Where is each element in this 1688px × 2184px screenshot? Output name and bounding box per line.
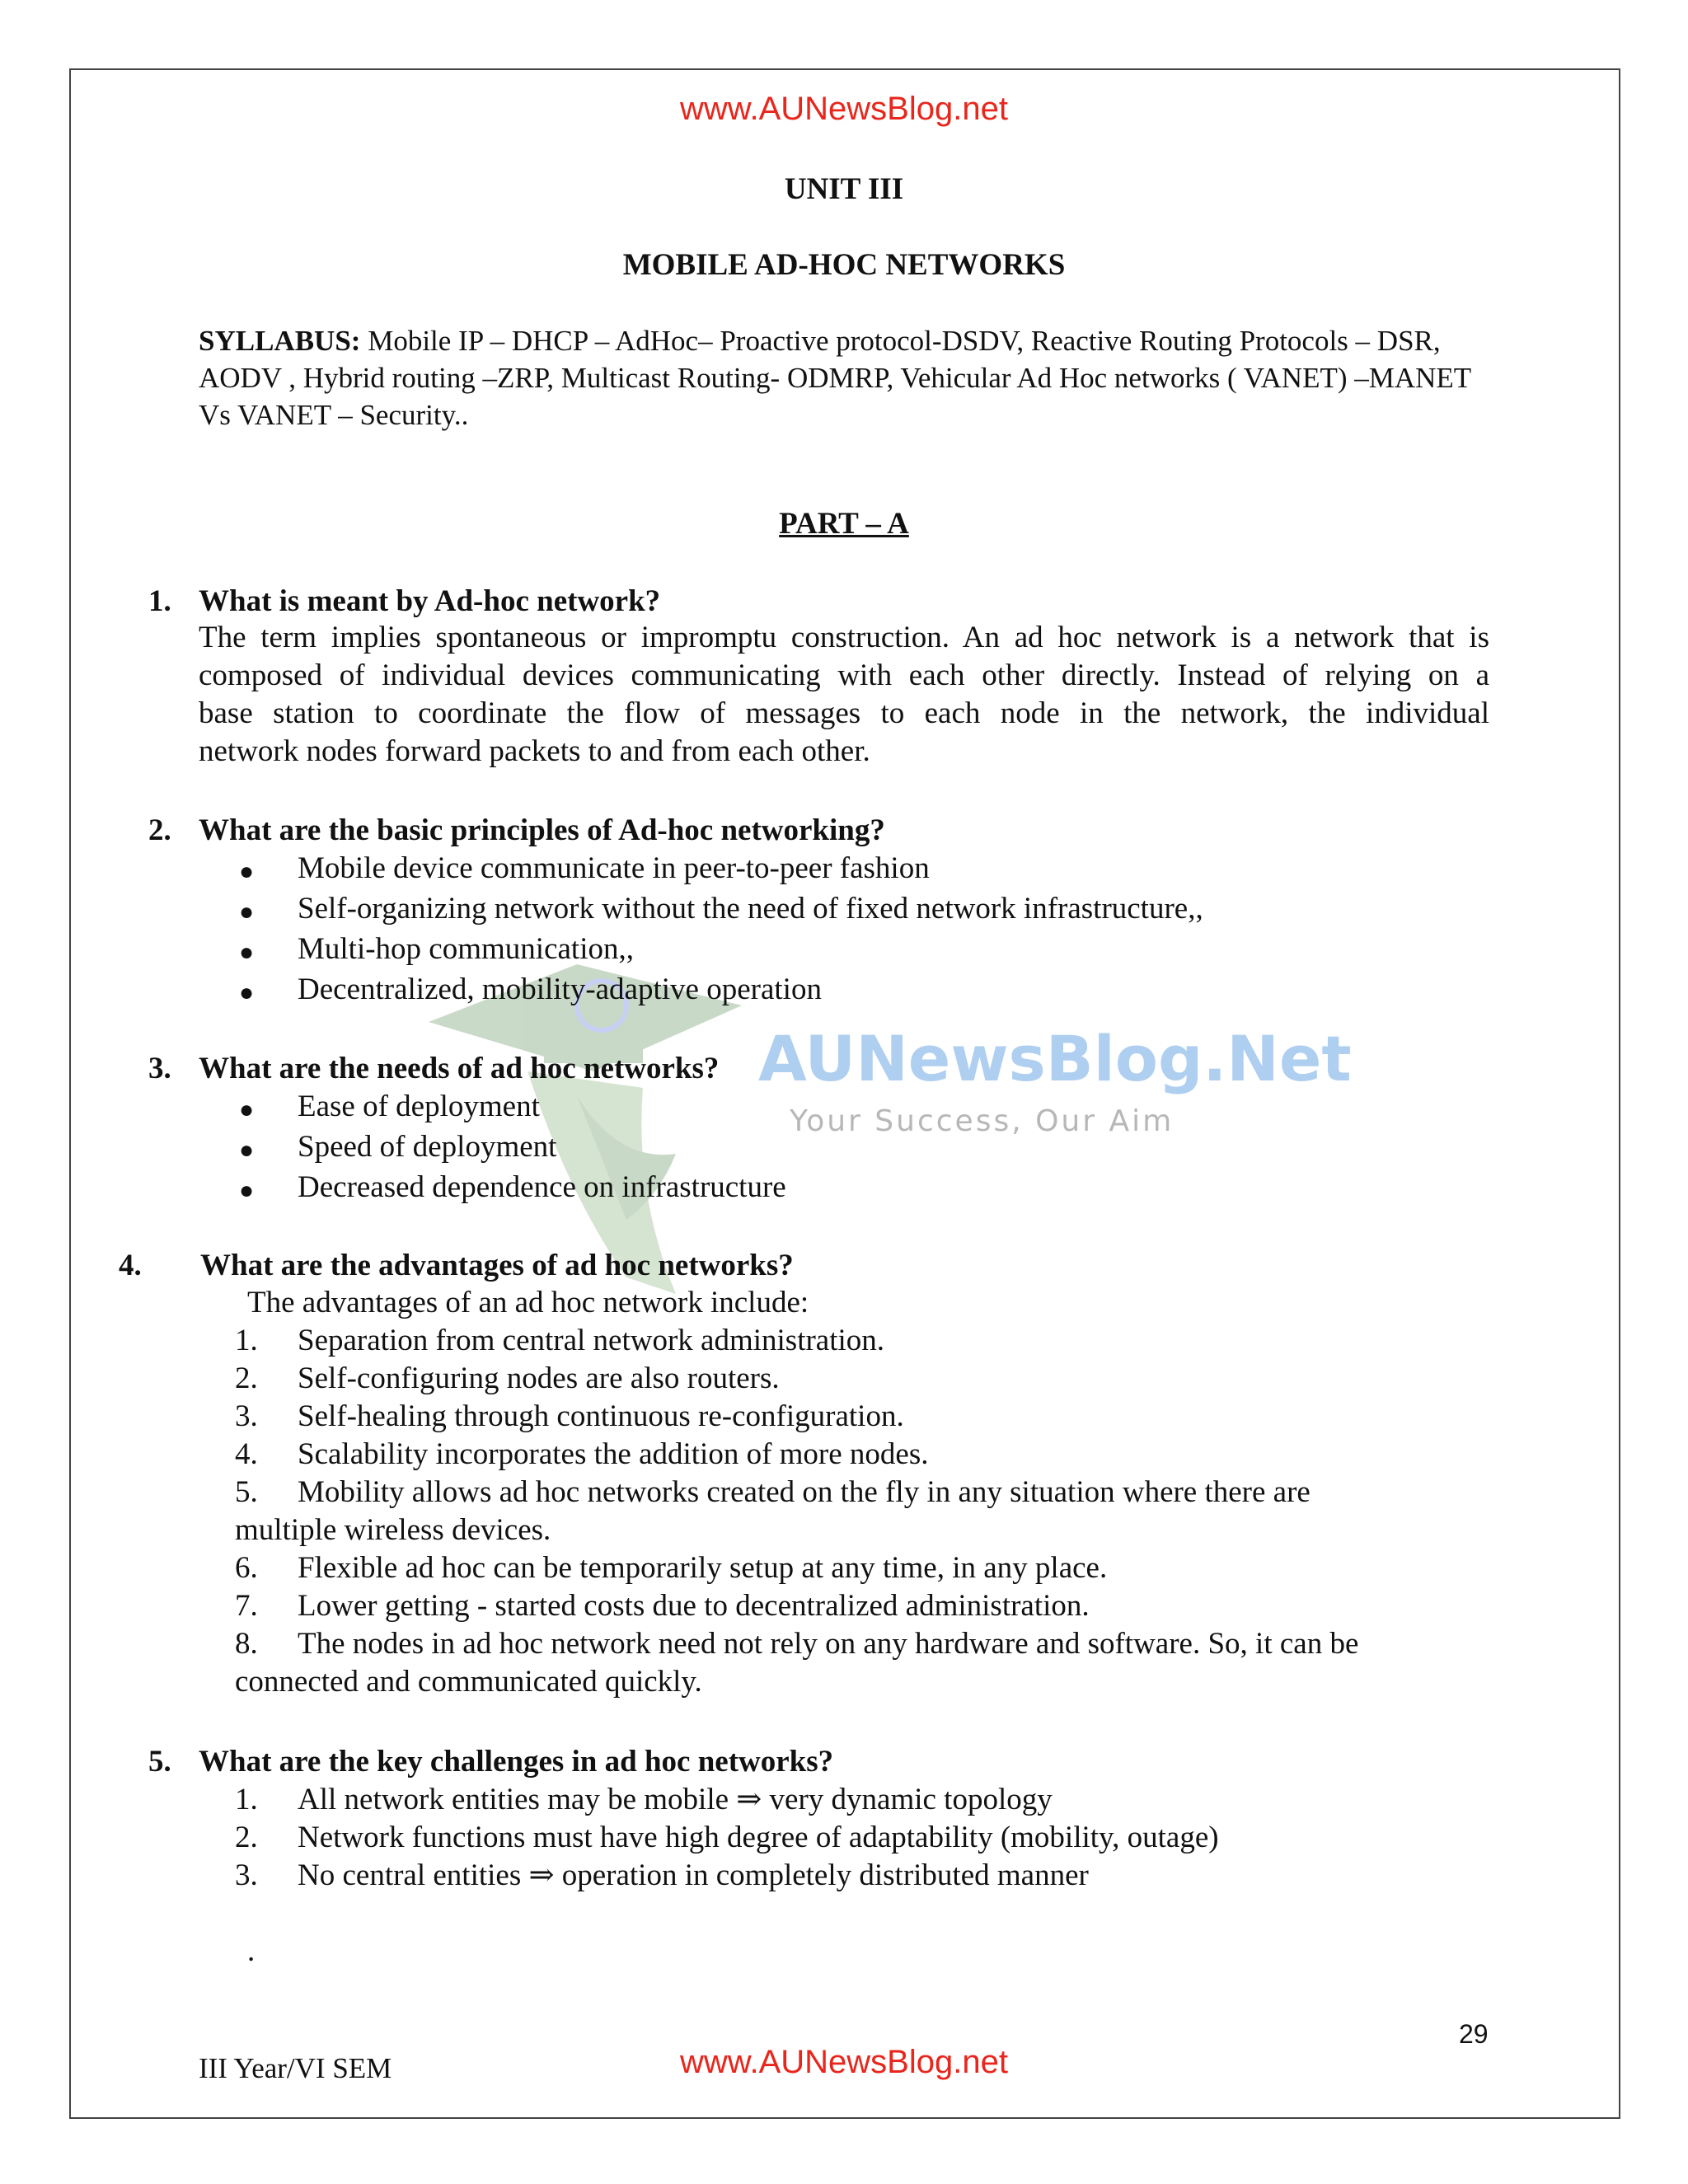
list-item: ● Ease of deployment [239, 1090, 540, 1123]
q2-question: What are the basic principles of Ad-hoc networking? [199, 813, 885, 847]
list-item: 1. Separation from central network administration. [235, 1324, 885, 1357]
watermark-title: AUNewsBlog.Net [758, 1022, 1352, 1095]
q5-list [0, 1781, 1688, 1895]
list-item: ● Decreased dependence on infrastructure [239, 1170, 786, 1204]
list-item: 6. Flexible ad hoc can be temporarily setup at any time, in any place. [235, 1551, 1108, 1585]
q2-number: 2. [148, 813, 171, 847]
list-item: 3. Self-healing through continuous re-configuration. [235, 1399, 904, 1433]
page-number: 29 [1459, 2019, 1489, 2049]
q4-question: What are the advantages of ad hoc networks? [200, 1249, 794, 1282]
unit-heading: UNIT III [784, 172, 904, 206]
page-title: MOBILE AD-HOC NETWORKS [622, 248, 1066, 282]
q5-question: What are the key challenges in ad hoc networks? [199, 1745, 834, 1779]
list-item: ● Decentralized, mobility-adaptive operation [239, 972, 822, 1006]
list-item: 1. All network entities may be mobile ⇒ very dynamic topology [235, 1783, 1053, 1816]
list-item: 2. Network functions must have high degree of adaptability (mobility, outage) [235, 1821, 1219, 1854]
list-item: 8. The nodes in ad hoc network need not rely on any hardware and software. So, it can be [235, 1627, 1359, 1661]
q1-line-3: base station to coordinate the flow of messages to each node in the network, the individual [199, 696, 1489, 730]
list-item: 5. Mobility allows ad hoc networks created on the fly in any situation where there are [235, 1475, 1311, 1509]
syllabus-line-1: Mobile IP – DHCP – AdHoc– Proactive protocol-DSDV, Reactive Routing Protocols – DSR, [360, 325, 1441, 357]
q4-list [0, 1322, 1688, 1701]
q5-number: 5. [148, 1745, 171, 1779]
watermark-tagline: Your Success, Our Aim [790, 1104, 1175, 1138]
trailing-dot: . [247, 1934, 256, 1968]
header-site-link[interactable]: www.AUNewsBlog.net [680, 91, 1008, 127]
syllabus [199, 322, 1559, 434]
footer-site-link[interactable]: www.AUNewsBlog.net [680, 2044, 1008, 2080]
list-item: multiple wireless devices. [235, 1513, 551, 1547]
q4-intro: The advantages of an ad hoc network include: [247, 1286, 809, 1319]
q1-number: 1. [148, 584, 171, 618]
syllabus-label: SYLLABUS: [199, 325, 361, 357]
q1-question: What is meant by Ad-hoc network? [199, 584, 661, 618]
list-item: 4. Scalability incorporates the addition of more nodes. [235, 1437, 929, 1471]
list-item: ● Mobile device communicate in peer-to-peer fashion [239, 851, 930, 885]
q3-question: What are the needs of ad hoc networks? [199, 1052, 720, 1085]
list-item: ● Self-organizing network without the need of fixed network infrastructure,, [239, 892, 1203, 926]
q1-answer [199, 619, 1489, 771]
list-item: ● Multi-hop communication,, [239, 932, 634, 966]
q2-list [0, 850, 1688, 1011]
list-item: 3. No central entities ⇒ operation in completely distributed manner [235, 1858, 1089, 1892]
q3-number: 3. [148, 1052, 171, 1085]
syllabus-line-2: AODV , Hybrid routing –ZRP, Multicast Routing- ODMRP, Vehicular Ad Hoc networks ( VANET) –MANET [199, 362, 1472, 394]
q1-line-2: composed of individual devices communicating with each other directly. Instead of relying on a [199, 658, 1489, 692]
q4-number: 4. [119, 1249, 142, 1282]
q1-line-1: The term implies spontaneous or impromptu construction. An ad hoc network is a network that is [199, 621, 1489, 654]
list-item: 7. Lower getting - started costs due to decentralized administration. [235, 1589, 1090, 1623]
list-item: connected and communicated quickly. [235, 1665, 702, 1699]
q3-list [0, 1088, 1688, 1209]
list-item: 2. Self-configuring nodes are also routers. [235, 1361, 780, 1395]
part-heading: PART – A [779, 507, 909, 541]
footer-semester: III Year/VI SEM [199, 2052, 392, 2084]
list-item: ● Speed of deployment [239, 1130, 557, 1164]
q1-line-4: network nodes forward packets to and from each other. [199, 734, 870, 768]
syllabus-line-3: Vs VANET – Security.. [199, 399, 469, 431]
